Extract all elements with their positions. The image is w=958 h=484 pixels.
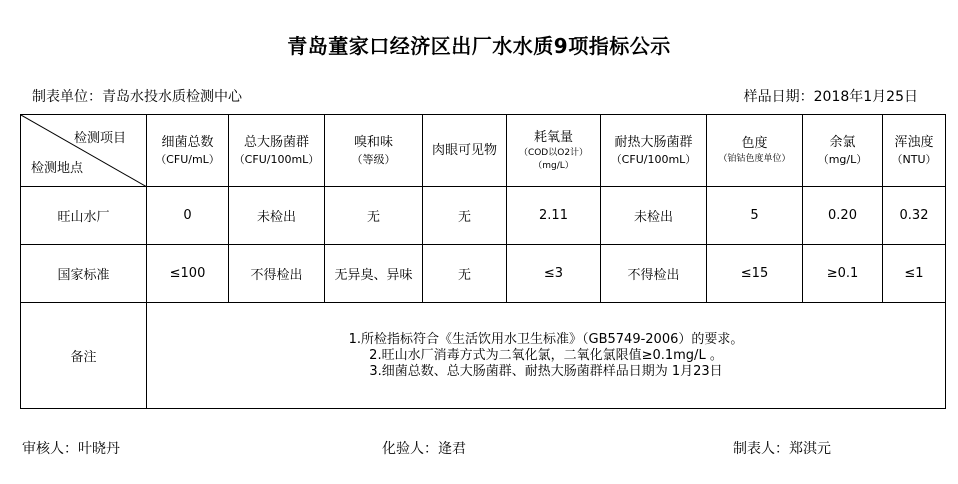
corner-items-label: 检测项目 xyxy=(73,131,126,146)
page-title: 青岛董家口经济区出厂水水质9项指标公示 xyxy=(287,34,671,58)
header-thermotolerant-coliform xyxy=(601,115,707,187)
header-unit: （CFU/mL） xyxy=(155,153,220,166)
corner-header-cell xyxy=(21,115,147,187)
header-residual-chlorine xyxy=(803,115,883,187)
header-label: 总大肠菌群 xyxy=(243,135,309,150)
value-cell: ≤3 xyxy=(507,245,601,303)
header-row xyxy=(21,115,946,187)
header-unit: （铂钴色度单位） xyxy=(718,154,791,164)
value-cell: ≤1 xyxy=(883,245,946,303)
notes-row xyxy=(21,303,946,409)
header-unit: （mg/L） xyxy=(817,153,868,166)
note-line: 2.旺山水厂消毒方式为二氧化氯，二氧化氯限值≥0.1mg/L 。 xyxy=(369,347,723,363)
header-label: 色度 xyxy=(741,136,768,151)
table-row xyxy=(21,187,946,245)
value-cell: ≥0.1 xyxy=(803,245,883,303)
value-cell: 无 xyxy=(423,245,507,303)
header-unit: （CFU/100mL） xyxy=(233,153,320,166)
preparer-signature: 制表人：郑淇元 xyxy=(733,441,831,457)
notes-cell xyxy=(147,303,946,409)
corner-sites-label: 检测地点 xyxy=(31,161,84,176)
header-bacteria xyxy=(147,115,229,187)
value-cell: 无异臭、异味 xyxy=(325,245,423,303)
issuing-unit: 制表单位：青岛水投水质检测中心 xyxy=(32,89,242,105)
header-visible-matter xyxy=(423,115,507,187)
water-quality-table xyxy=(20,114,946,409)
header-unit: （等级） xyxy=(351,153,396,166)
value-cell: 0 xyxy=(147,187,229,245)
value-cell: 不得检出 xyxy=(229,245,325,303)
header-label: 余氯 xyxy=(829,135,856,150)
value-cell: 无 xyxy=(325,187,423,245)
header-label: 耗氧量 xyxy=(533,129,573,145)
header-turbidity xyxy=(883,115,946,187)
header-label: 耐热大肠菌群 xyxy=(614,135,693,150)
header-total-coliform xyxy=(229,115,325,187)
header-unit: （NTU） xyxy=(891,153,937,166)
value-cell: ≤100 xyxy=(147,245,229,303)
tester-signature: 化验人：逄君 xyxy=(382,441,466,457)
header-label: 细菌总数 xyxy=(161,135,214,150)
header-label: 嗅和味 xyxy=(353,135,393,150)
value-cell: 2.11 xyxy=(507,187,601,245)
header-oxygen-consumption xyxy=(507,115,601,187)
header-label: 肉眼可见物 xyxy=(431,142,497,158)
sample-date: 样品日期：2018年1月25日 xyxy=(743,89,918,105)
header-odor-taste xyxy=(325,115,423,187)
reviewer-signature: 审核人：叶晓丹 xyxy=(22,441,120,457)
site-cell: 旺山水厂 xyxy=(21,187,147,245)
site-cell: 国家标准 xyxy=(21,245,147,303)
header-unit: （COD以O2计）（mg/L） xyxy=(518,147,589,171)
notes-label: 备注 xyxy=(21,303,147,409)
note-line: 3.细菌总数、总大肠菌群、耐热大肠菌群样品日期为 1月23日 xyxy=(369,363,723,379)
value-cell: 未检出 xyxy=(229,187,325,245)
value-cell: 0.32 xyxy=(883,187,946,245)
value-cell: 无 xyxy=(423,187,507,245)
table-row xyxy=(21,245,946,303)
value-cell: 未检出 xyxy=(601,187,707,245)
header-unit: （CFU/100mL） xyxy=(610,153,697,166)
header-color xyxy=(707,115,803,187)
value-cell: 不得检出 xyxy=(601,245,707,303)
value-cell: 5 xyxy=(707,187,803,245)
value-cell: ≤15 xyxy=(707,245,803,303)
note-line: 1.所检指标符合《生活饮用水卫生标准》（GB5749-2006）的要求。 xyxy=(348,331,744,347)
value-cell: 0.20 xyxy=(803,187,883,245)
header-label: 浑浊度 xyxy=(894,135,934,150)
